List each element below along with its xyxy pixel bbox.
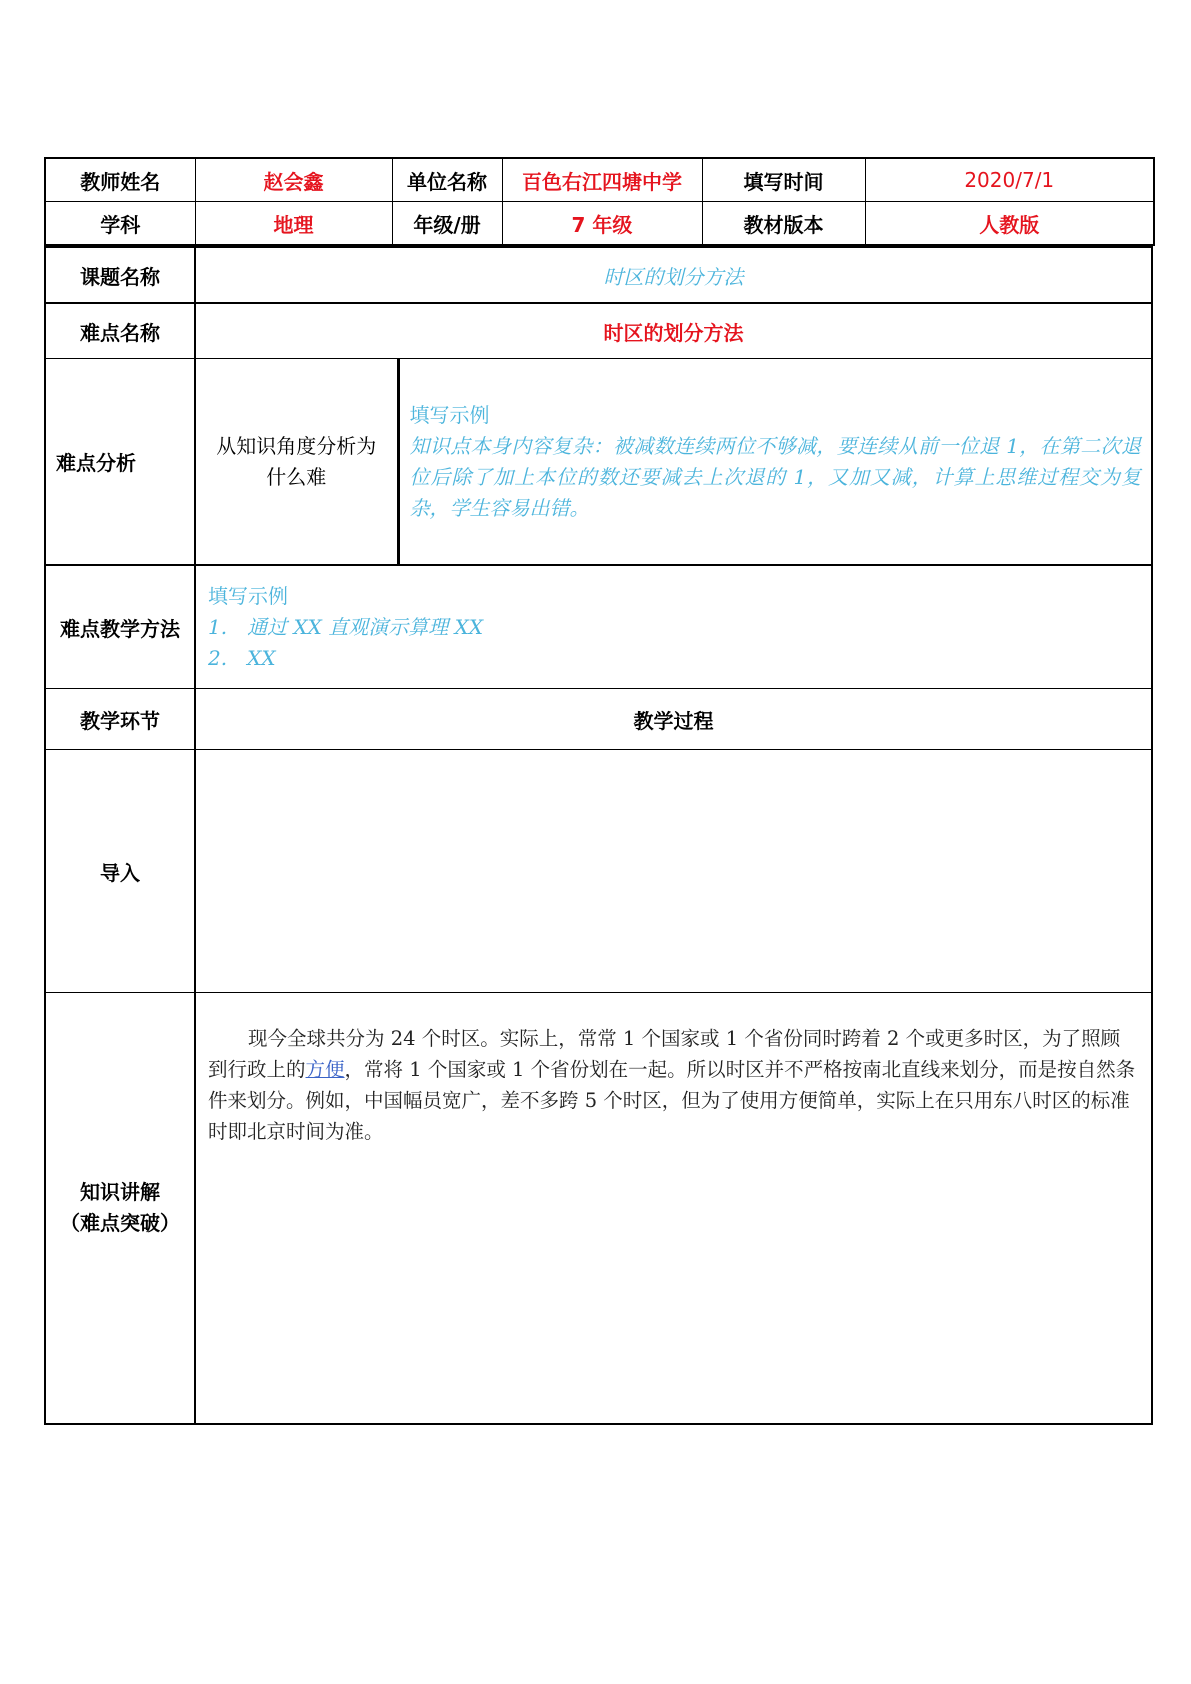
explain-label-line2: （难点突破） [60,1211,180,1235]
topic-value: 时区的划分方法 [195,247,1152,303]
difficulty-value: 时区的划分方法 [195,303,1152,359]
method-cell [195,565,1152,689]
method-example-title: 填写示例 [208,583,288,608]
analysis-example-title: 填写示例 [409,402,490,427]
info-row-1 [45,158,1154,202]
process-title: 教学过程 [195,689,1152,750]
explain-paragraph [208,1023,1139,1147]
topic-row [45,247,1152,303]
grade-label: 年级/册 [392,202,502,246]
edition-value: 人教版 [865,202,1154,246]
info-row-2 [45,202,1154,246]
topic-label: 课题名称 [45,247,195,303]
subject-value: 地理 [195,202,392,246]
teacher-name-value: 赵会鑫 [195,158,392,202]
explain-label [45,993,195,1425]
grade-value: 7 年级 [502,202,702,246]
teacher-name-label: 教师姓名 [45,158,195,202]
analysis-sub-label: 从知识角度分析为什么难 [195,359,398,566]
info-table [44,157,1155,246]
edition-label: 教材版本 [702,202,865,246]
main-table [44,246,1153,1425]
convenience-link[interactable]: 方便 [305,1058,345,1081]
subject-label: 学科 [45,202,195,246]
explain-content [195,993,1152,1425]
analysis-example-cell [398,359,1152,566]
intro-row [45,750,1152,993]
method-example [208,581,1139,674]
analysis-example [410,400,1142,524]
process-row [45,689,1152,750]
unit-name-label: 单位名称 [392,158,502,202]
process-label: 教学环节 [45,689,195,750]
unit-name-value: 百色右江四塘中学 [502,158,702,202]
fill-date-label: 填写时间 [702,158,865,202]
analysis-label: 难点分析 [45,359,195,566]
explain-text-before: 现今全球共分为 24 个时区。实际上，常常 1 个国家或 1 个省份同时跨着 2 个或更多时区，为了照顾到行政上的 [208,1027,1121,1081]
lesson-plan-form [44,157,1153,1425]
explain-label-line1: 知识讲解 [80,1180,160,1204]
method-item-1: 1. 通过 XX 直观演示算理 XX [208,614,484,639]
explain-row [45,993,1152,1425]
explain-text-after: ，常将 1 个国家或 1 个省份划在一起。所以时区并不严格按南北直线来划分，而是按自然条件来划分。例如，中国幅员宽广，差不多跨 5 个时区，但为了使用方便简单，实际上在只用东八时区的标准时即北京时间为准。 [208,1058,1136,1143]
method-label: 难点教学方法 [45,565,195,689]
difficulty-row [45,303,1152,359]
intro-label: 导入 [45,750,195,993]
analysis-example-text: 知识点本身内容复杂：被减数连续两位不够减，要连续从前一位退 1，在第二次退位后除了加上本位的数还要减去上次退的 1，又加又减，计算上思维过程交为复杂，学生容易出错。 [409,433,1141,520]
fill-date-value: 2020/7/1 [865,158,1154,202]
intro-content[interactable] [195,750,1152,993]
method-row [45,565,1152,689]
difficulty-label: 难点名称 [45,303,195,359]
analysis-row [45,359,1152,566]
method-item-2: 2. XX [208,645,276,670]
